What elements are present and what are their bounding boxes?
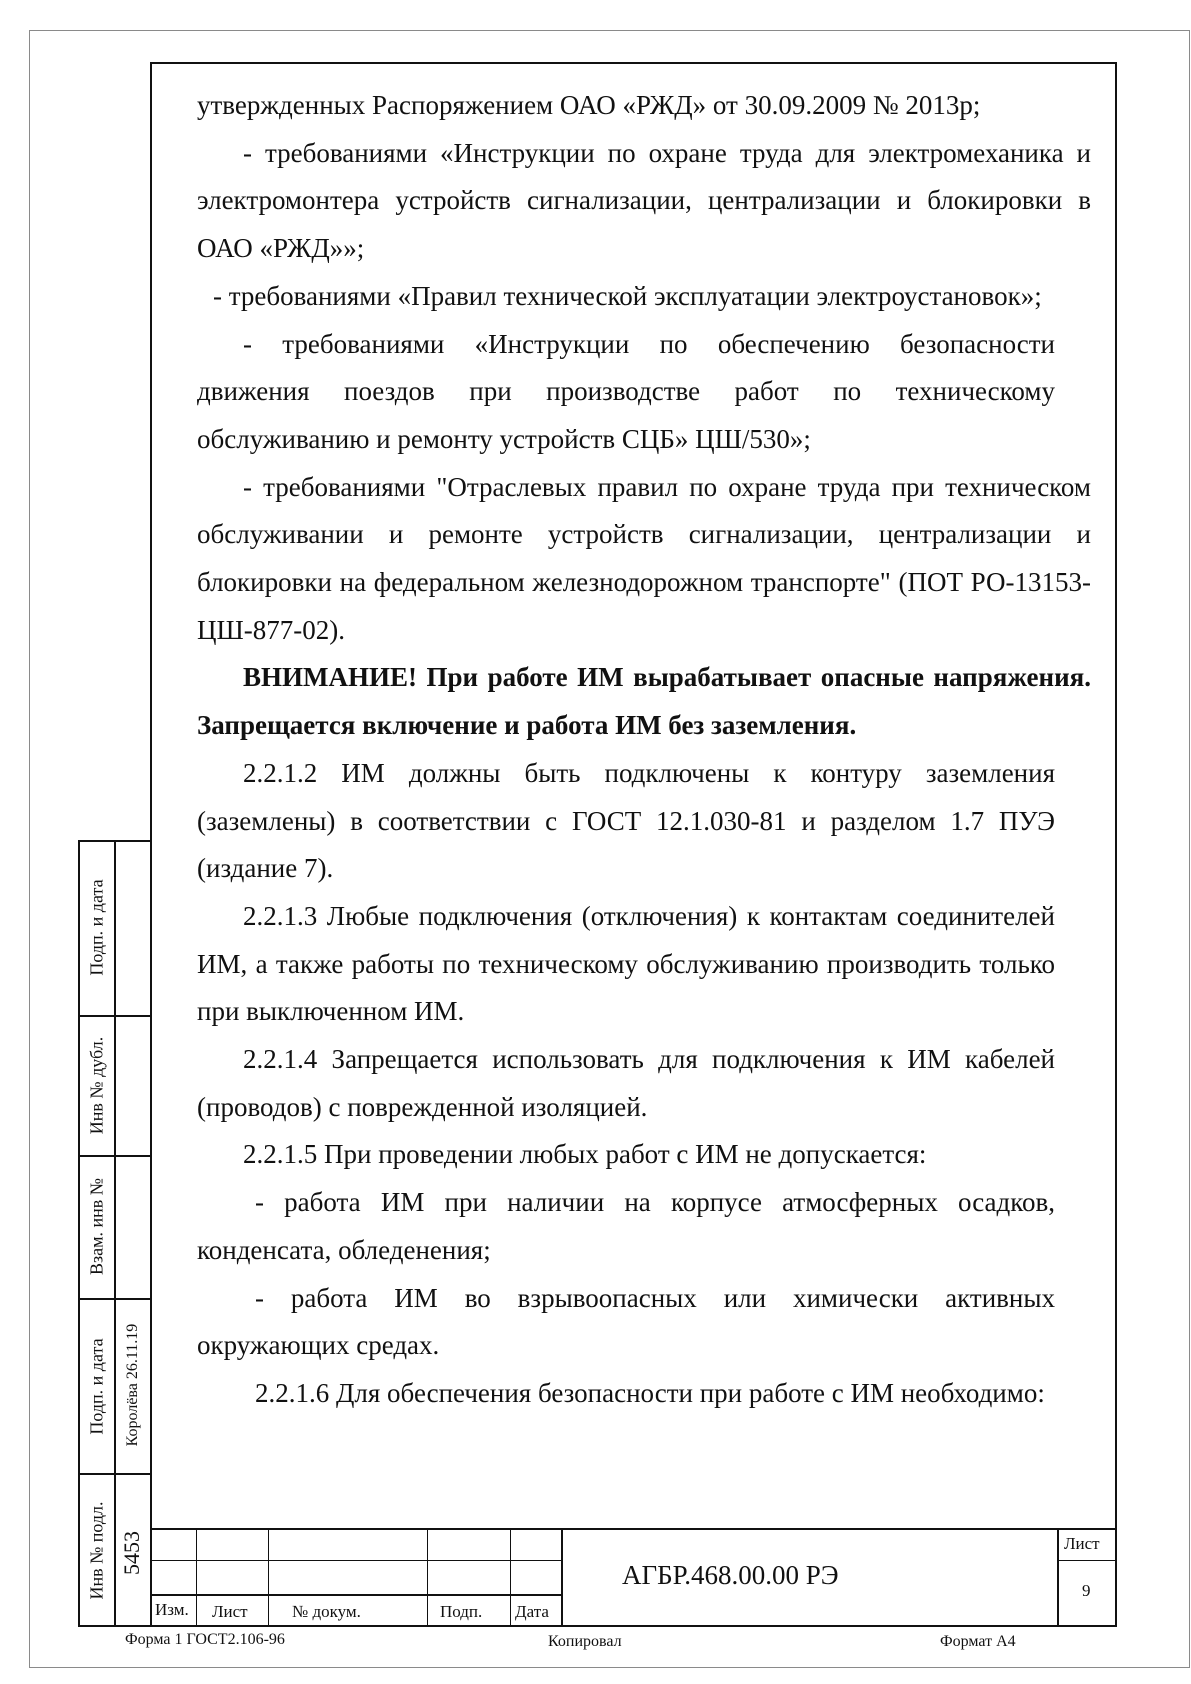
copied-label: Копировал: [548, 1633, 622, 1650]
paragraph: - требованиями "Отраслевых правил по охране труда при техническом обслуживании и ремонте устройств сигнализации, централизации и блокировки на федеральном железнодорожном транспорте" (ПОТ РО-13153-ЦШ-877-02).: [197, 471, 1091, 645]
podp-i-data-label: Подп. и дата: [86, 1338, 107, 1435]
podp-i-data-label: Подп. и дата: [86, 879, 107, 976]
paragraph: - требованиями «Инструкции по охране труда для электромеханика и электромонтера устройств сигнализации, централизации и блокировки в ОАО «РЖД»»;: [197, 137, 1091, 264]
signature-note: Королёва 26.11.19: [124, 1323, 141, 1447]
inv-dubl-label: Инв № дубл.: [86, 1036, 107, 1135]
col-izm: Изм.: [155, 1600, 189, 1619]
paragraph: 2.2.1.3 Любые подключения (отключения) к контактам соединителей ИМ, а также работы по техническому обслуживанию производить только при выключенном ИМ.: [197, 900, 1055, 1027]
inv-podl-value: 5453: [119, 1531, 144, 1575]
inv-podl-label: Инв № подл.: [86, 1501, 107, 1600]
warning-paragraph: ВНИМАНИЕ! При работе ИМ вырабатывает опасные напряжения. Запрещается включение и работа ИМ без заземления.: [197, 662, 1091, 741]
paragraph: - требованиями «Инструкции по обеспечению безопасности движения поездов при производстве работ по техническому обслуживанию и ремонту устройств СЦБ» ЦШ/530»;: [197, 328, 1055, 454]
paragraph: - работа ИМ при наличии на корпусе атмосферных осадков, конденсата, обледенения;: [197, 1187, 1055, 1265]
document-body: [197, 82, 1091, 1418]
col-podp: Подп.: [440, 1602, 483, 1621]
paragraph: 2.2.1.6 Для обеспечения безопасности при работе с ИМ необходимо:: [255, 1377, 1045, 1408]
document-code: АГБР.468.00.00 РЭ: [622, 1560, 839, 1590]
col-list: Лист: [212, 1602, 248, 1621]
paragraph: 2.2.1.5 При проведении любых работ с ИМ не допускается:: [243, 1139, 927, 1170]
vzam-inv-label: Взам. инв №: [86, 1178, 107, 1275]
format-label: Формат А4: [940, 1633, 1016, 1650]
col-data: Дата: [515, 1602, 549, 1621]
paragraph: - работа ИМ во взрывоопасных или химически активных окружающих средах.: [197, 1282, 1055, 1361]
paragraph: 2.2.1.4 Запрещается использовать для подключения к ИМ кабелей (проводов) с поврежденной изоляцией.: [197, 1044, 1055, 1122]
sheet-label: Лист: [1064, 1534, 1100, 1553]
paragraph: - требованиями «Правил технической эксплуатации электроустановок»;: [213, 280, 1042, 311]
col-docum: № докум.: [292, 1602, 361, 1621]
sheet-number: 9: [1082, 1581, 1091, 1600]
paragraph: 2.2.1.2 ИМ должны быть подключены к контуру заземления (заземлены) в соответствии с ГОСТ 12.1.030-81 и разделом 1.7 ПУЭ (издание 7).: [197, 757, 1055, 884]
form-standard: Форма 1 ГОСТ2.106-96: [125, 1631, 285, 1648]
paragraph: утвержденных Распоряжением ОАО «РЖД» от 30.09.2009 № 2013р;: [197, 90, 981, 120]
